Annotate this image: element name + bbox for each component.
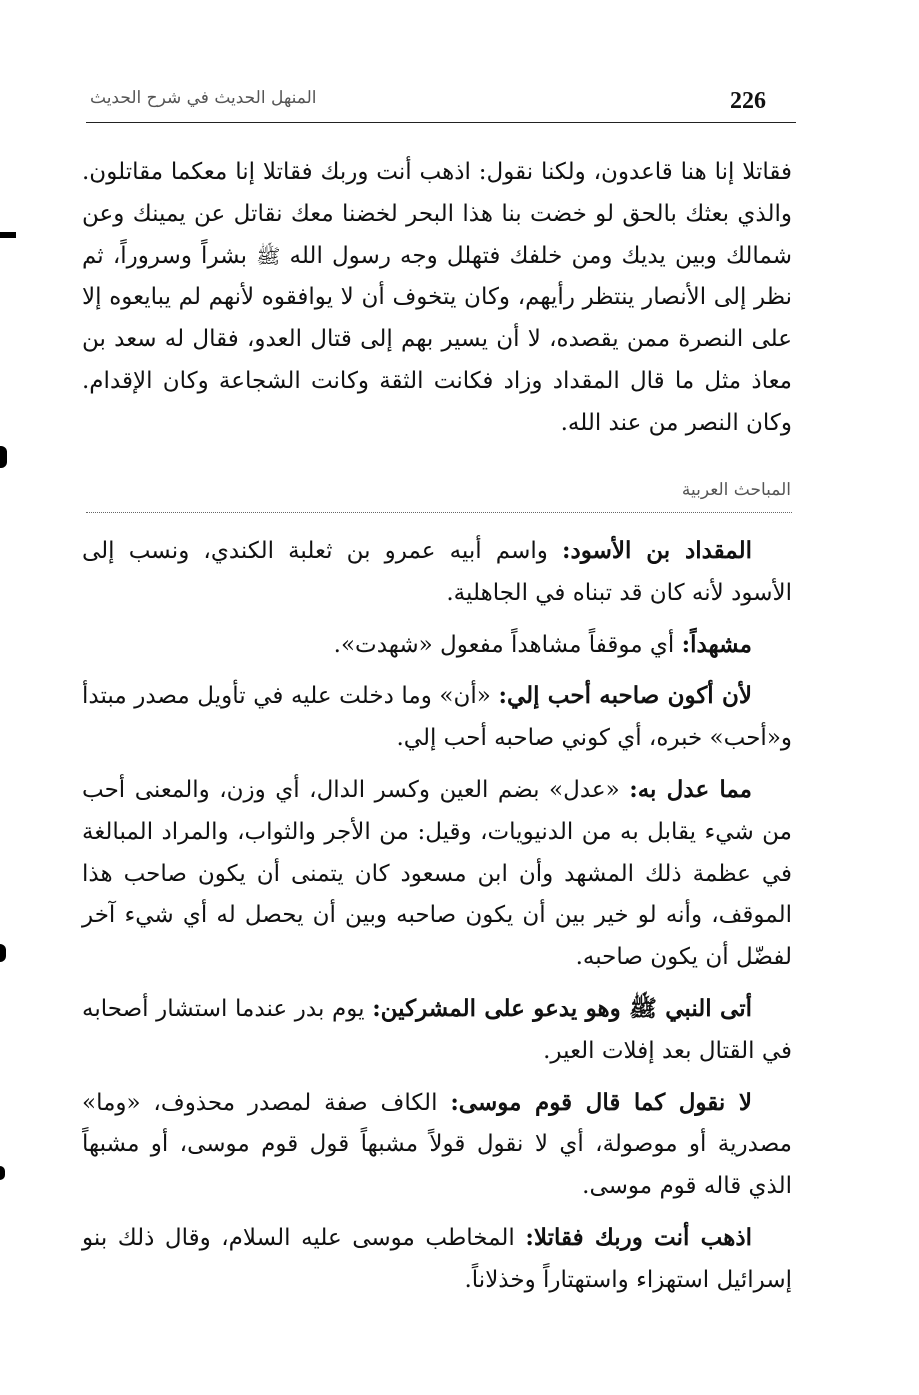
note-item	[82, 1082, 792, 1208]
note-term: مشهداً:	[681, 630, 752, 658]
note-term: لأن أكون صاحبه أحب إلي:	[498, 682, 752, 710]
note-term: المقداد بن الأسود:	[562, 537, 753, 564]
note-text: أي موقفاً مشاهداً مفعول «شهدت».	[333, 631, 675, 658]
note-text: الكاف صفة لمصدر محذوف، «وما» مصدرية أو موصولة، أي لا نقول قولاً مشبهاً قول قوم موسى، أو مشبهاً الذي قاله قوم موسى.	[82, 1089, 792, 1200]
running-title: المنهل الحديث في شرح الحديث	[90, 88, 317, 108]
header-rule	[86, 122, 796, 123]
section-heading: المباحث العربية	[681, 480, 791, 500]
note-term: اذهب أنت وربك فقاتلا:	[525, 1223, 752, 1251]
note-item	[82, 1217, 792, 1302]
note-text: المخاطب موسى عليه السلام، وقال ذلك بنو إسرائيل استهزاء واستهتاراً وخذلاناً.	[82, 1224, 792, 1293]
page-number: 226	[730, 88, 766, 114]
note-term: لا نقول كما قال قوم موسى:	[450, 1088, 752, 1116]
note-item	[82, 988, 792, 1073]
section-rule	[86, 512, 792, 513]
note-text: «عدل» بضم العين وكسر الدال، أي وزن، والمعنى أحب من شيء يقابل به من الدنيويات، وقيل: من الأجر والثواب، والمراد المبالغة في عظمة ذلك المشهد وأن ابن مسعود كان يتمنى أن يكون صاحب هذا الموقف، وأنه لو خير بين أن يكون صاحبه وبين أن يحصل له أي شيء آخر لفضّل أن يكون صاحبه.	[82, 776, 792, 971]
note-text: واسم أبيه عمرو بن ثعلبة الكندي، ونسب إلى الأسود لأنه كان قد تبناه في الجاهلية.	[82, 538, 792, 606]
note-item	[82, 530, 792, 615]
scan-margin-mark	[0, 1166, 5, 1180]
notes-list	[82, 530, 792, 1311]
note-text: «أن» وما دخلت عليه في تأويل مصدر مبتدأ و«أحب» خبره، أي كوني صاحبه أحب إلي.	[82, 683, 792, 752]
scan-margin-mark	[0, 232, 16, 238]
note-term: مما عدل به:	[629, 775, 753, 803]
scan-margin-mark	[0, 446, 7, 468]
paragraph-text: بشراً وسروراً، ثم نظر إلى الأنصار ينتظر رأيهم، وكان يتخوف أن لا يوافقوه لأنهم لم يبايعوه إلا على النصرة ممن يقصده، لا أن يسير بهم إلى قتال العدو، فقال له سعد بن معاذ مثل ما قال المقداد وزاد فكانت الثقة وكانت الشجاعة وكان الإقدام. وكان النصر من عند الله.	[82, 242, 792, 436]
note-item	[82, 675, 792, 760]
note-term: أتى النبي ﷺ وهو يدعو على المشركين:	[372, 994, 752, 1022]
note-text: يوم بدر عندما استشار أصحابه في القتال بعد إفلات العير.	[82, 995, 792, 1064]
note-item	[82, 769, 792, 979]
top-paragraph	[82, 152, 792, 445]
salawat-symbol: ﷺ	[256, 243, 281, 268]
paragraph-text: فقاتلا إنا هنا قاعدون، ولكنا نقول: اذهب أنت وربك فقاتلا إنا معكما مقاتلون. والذي بعثك بالحق لو خضت بنا هذا البحر لخضنا معك نقاتل عن يمينك وعن شمالك وبين يديك ومن خلفك فتهلل وجه رسول الله	[82, 159, 792, 269]
note-item	[82, 624, 792, 667]
scan-margin-mark	[0, 944, 6, 962]
